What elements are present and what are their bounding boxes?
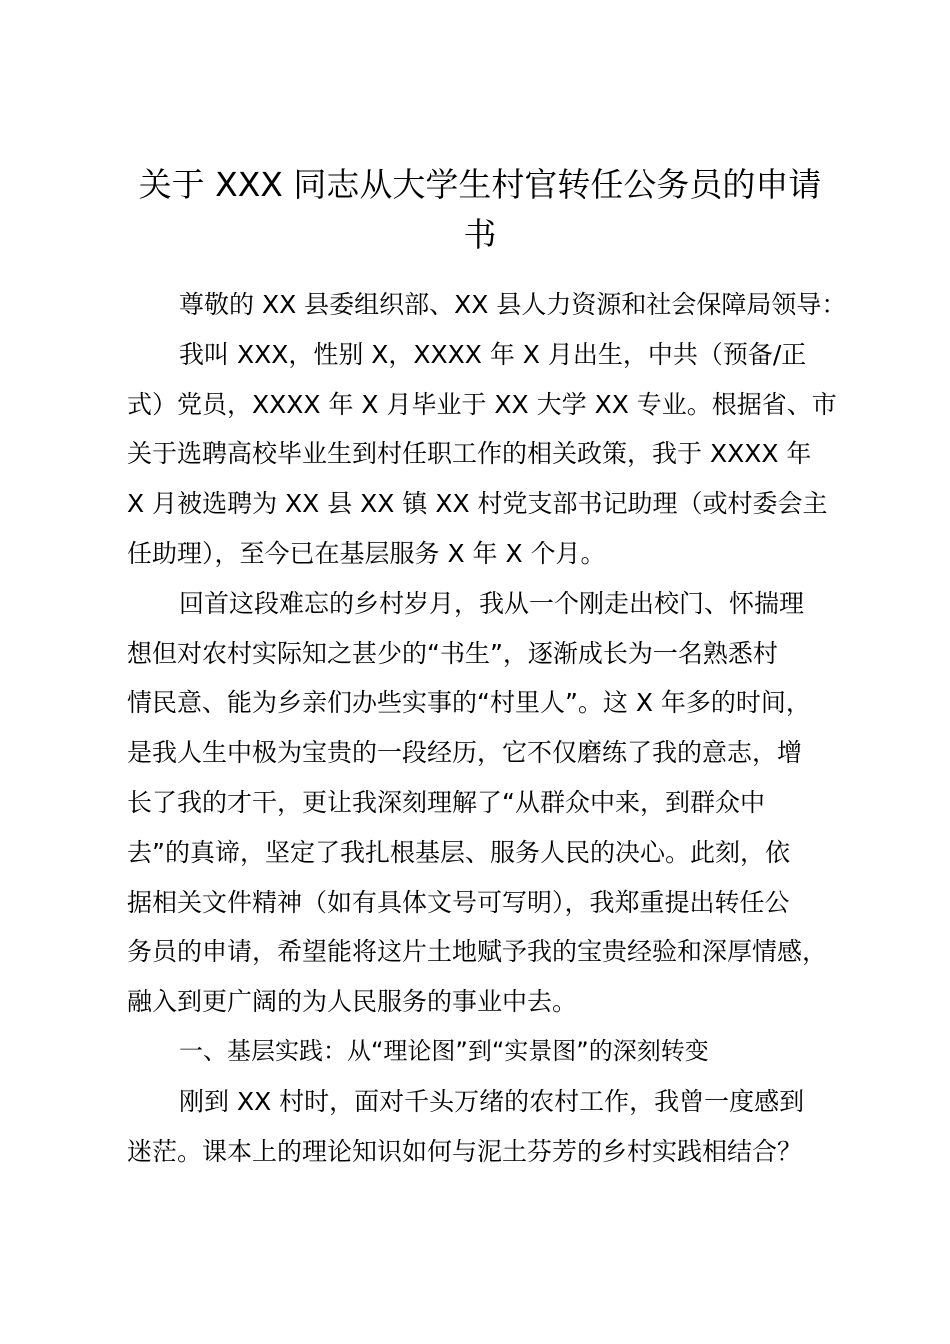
paragraph-line: 融入到更广阔的为人民服务的事业中去。 [127, 987, 578, 1017]
paragraph-line: 刚到 XX 村时，面对千头万绪的农村工作，我曾一度感到 [179, 1086, 805, 1116]
paragraph-line: 长了我的才干，更让我深刻理解了“从群众中来，到群众中 [127, 787, 765, 817]
paragraph-line: 据相关文件精神（如有具体文号可写明），我郑重提出转任公 [127, 887, 790, 917]
paragraph-line: 我叫 XXX，性别 X，XXXX 年 X 月出生，中共（预备/正 [179, 339, 807, 369]
paragraph-line: 去”的真谛，坚定了我扎根基层、服务人民的决心。此刻，依 [127, 837, 790, 867]
section-heading: 一、基层实践：从“理论图”到“实景图”的深刻转变 [179, 1036, 709, 1065]
paragraph-line: 务员的申请，希望能将这片土地赋予我的宝贵经验和深厚情感， [127, 937, 828, 967]
paragraph-line: 关于选聘高校毕业生到村任职工作的相关政策，我于 XXXX 年 [127, 439, 812, 469]
paragraph-line: 回首这段难忘的乡村岁月，我从一个刚走出校门、怀揣理 [179, 588, 805, 618]
salutation: 尊敬的 XX 县委组织部、XX 县人力资源和社会保障局领导： [179, 290, 847, 319]
document-title [120, 160, 840, 260]
paragraph-line: X 月被选聘为 XX 县 XX 镇 XX 村党支部书记助理（或村委会主 [127, 489, 828, 519]
paragraph-line: 任助理），至今已在基层服务 X 年 X 个月。 [127, 538, 606, 568]
paragraph-line: 想但对农村实际知之甚少的“书生”，逐渐成长为一名熟悉村 [127, 638, 778, 668]
paragraph-line: 是我人生中极为宝贵的一段经历，它不仅磨练了我的意志，增 [127, 738, 803, 768]
paragraph-line: 迷茫。课本上的理论知识如何与泥土芬芳的乡村实践相结合？ [127, 1136, 803, 1166]
title-line: 书 [463, 215, 497, 254]
paragraph-line: 式）党员，XXXX 年 X 月毕业于 XX 大学 XX 专业。根据省、市 [127, 389, 837, 419]
title-line: 关于 XXX 同志从大学生村官转任公务员的申请 [138, 165, 822, 204]
document-body [127, 280, 857, 1176]
paragraph-line: 情民意、能为乡亲们办些实事的“村里人”。这 X 年多的时间， [127, 688, 811, 718]
